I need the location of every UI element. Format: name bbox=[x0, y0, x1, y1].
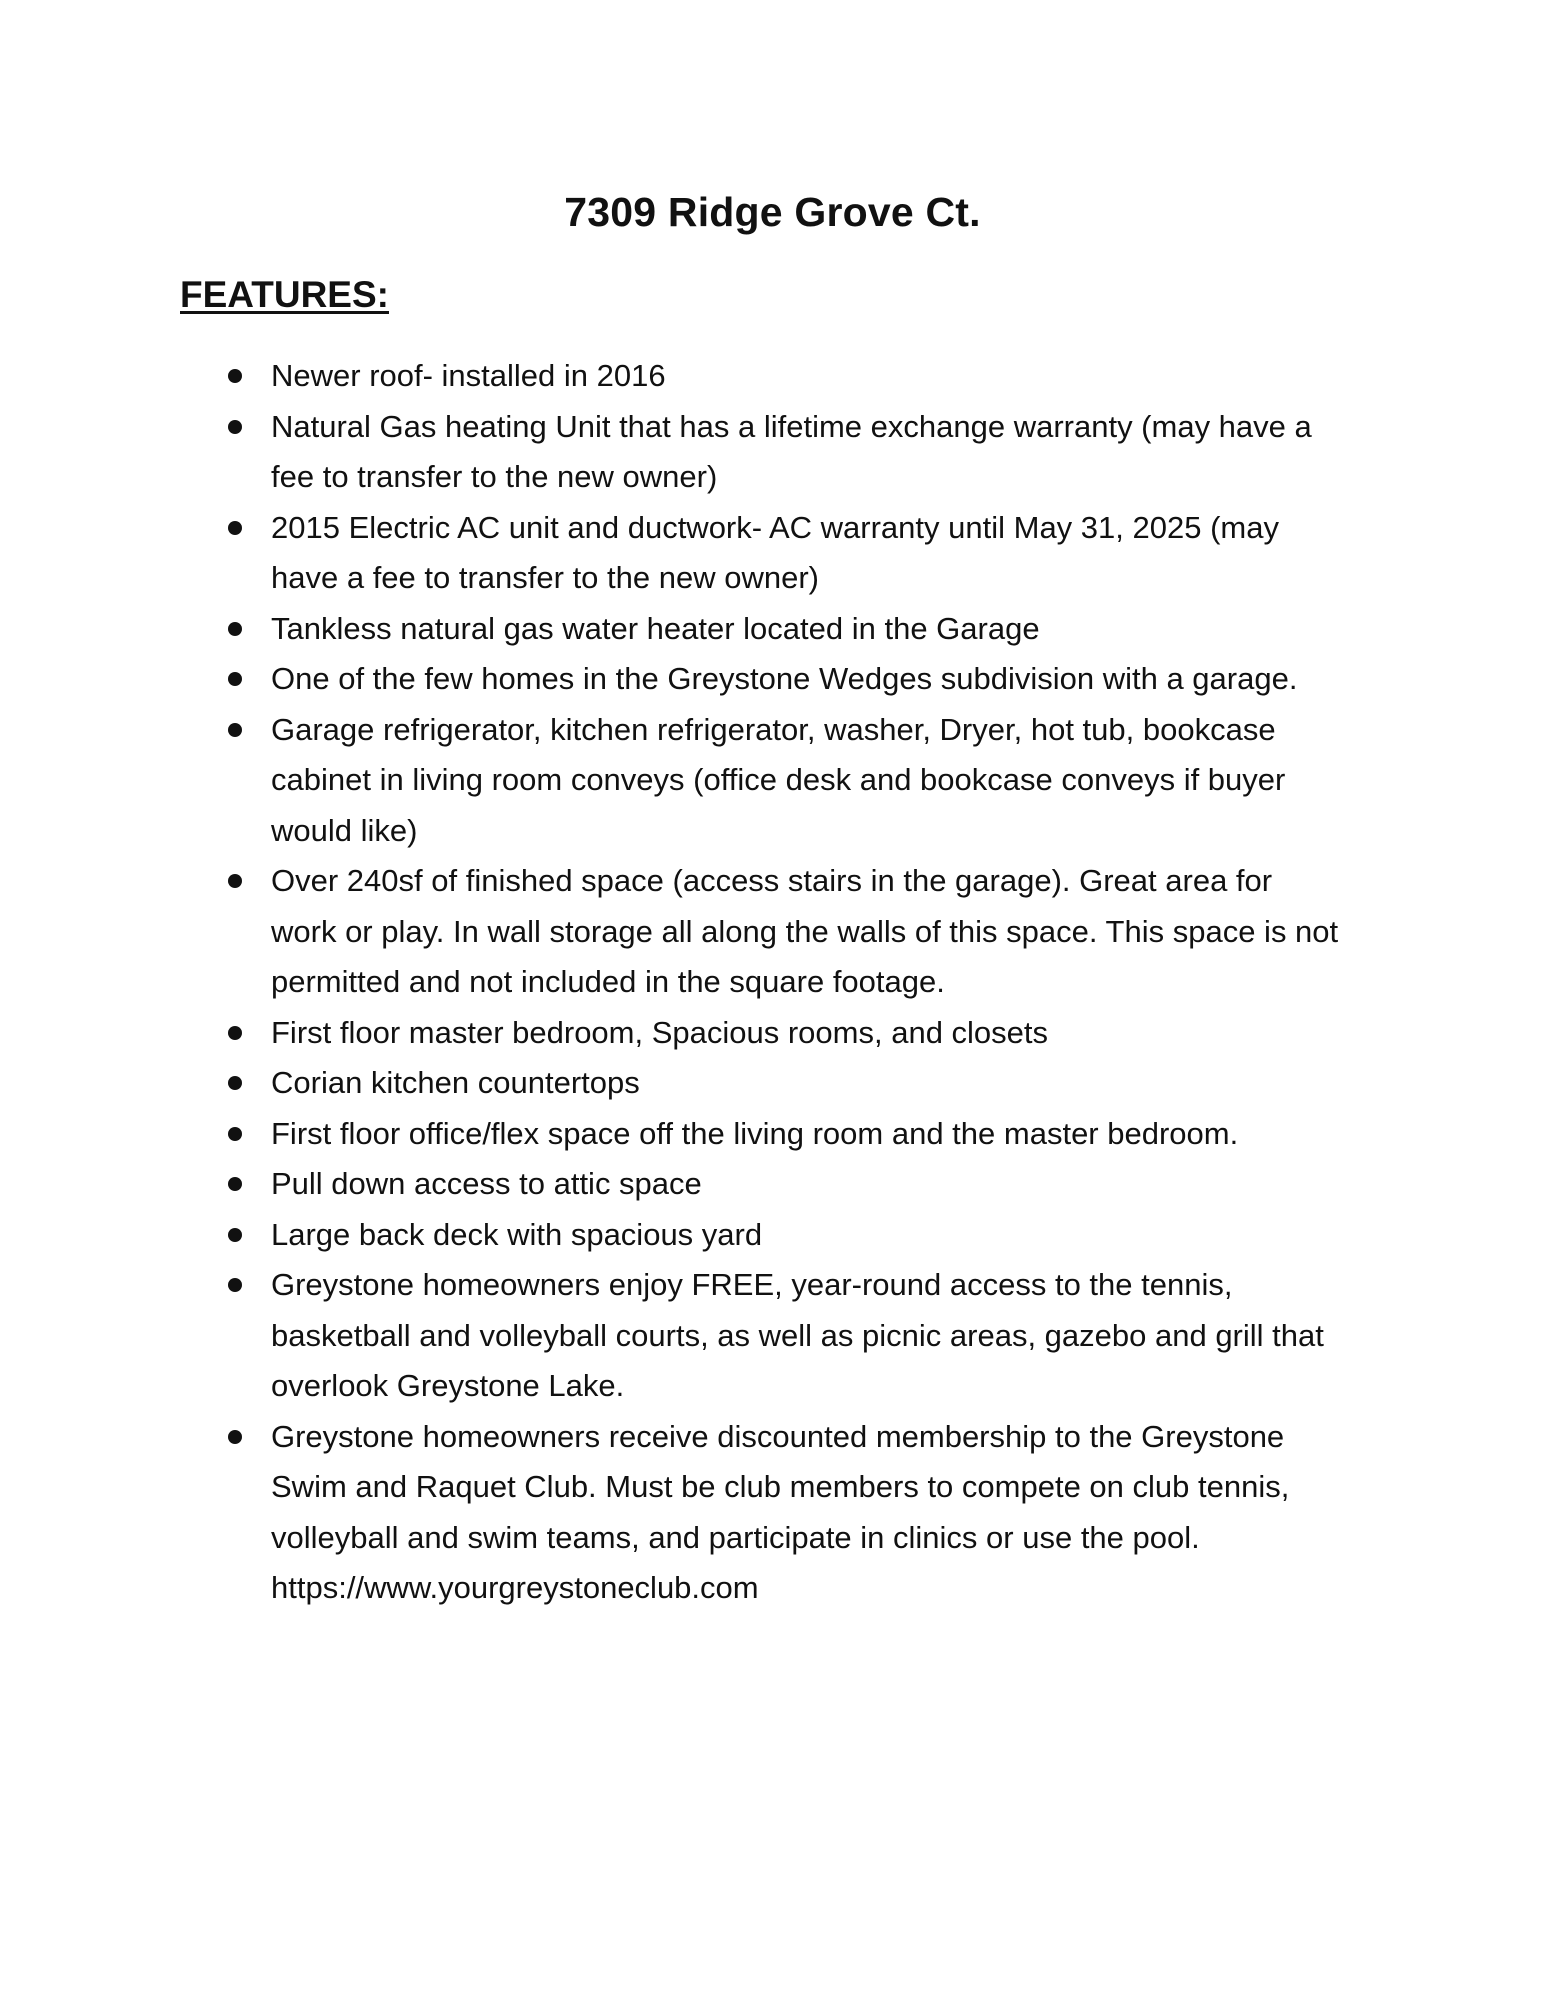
list-item bbox=[0, 1058, 1545, 1109]
page-title: 7309 Ridge Grove Ct. bbox=[564, 189, 981, 235]
feature-text: Newer roof- installed in 2016 bbox=[271, 358, 666, 393]
bullet-icon bbox=[228, 672, 242, 686]
list-item bbox=[0, 1412, 1545, 1614]
feature-text: Greystone homeowners receive discounted membership to the Greystone Swim and Raquet Club. Must be club members to compete on club tennis, volleyball and swim teams, and participate in clinics or use the pool. https://www.yourgreystoneclub.com bbox=[271, 1418, 1290, 1605]
bullet-icon bbox=[228, 874, 242, 888]
feature-text: Over 240sf of finished space (access stairs in the garage). Great area for work or play. In wall storage all along the walls of this space. This space is not permitted and not included in the square footage. bbox=[271, 863, 1339, 999]
bullet-icon bbox=[228, 723, 242, 737]
feature-text: Greystone homeowners enjoy FREE, year-round access to the tennis, basketball and volleyball courts, as well as picnic areas, gazebo and grill that overlook Greystone Lake. bbox=[271, 1267, 1324, 1403]
bullet-icon bbox=[228, 1228, 242, 1242]
features-heading: FEATURES: bbox=[180, 274, 389, 315]
feature-text: One of the few homes in the Greystone Wedges subdivision with a garage. bbox=[271, 661, 1298, 696]
list-item bbox=[0, 1008, 1545, 1059]
list-item bbox=[0, 604, 1545, 655]
list-item bbox=[0, 503, 1545, 604]
list-item bbox=[0, 1210, 1545, 1261]
feature-text: Pull down access to attic space bbox=[271, 1166, 702, 1201]
feature-text: Tankless natural gas water heater located in the Garage bbox=[271, 610, 1040, 646]
bullet-icon bbox=[228, 420, 242, 434]
list-item bbox=[0, 705, 1545, 857]
bullet-icon bbox=[228, 1278, 242, 1292]
bullet-icon bbox=[228, 521, 242, 535]
feature-text: First floor office/flex space off the living room and the master bedroom. bbox=[271, 1115, 1239, 1151]
list-item bbox=[0, 351, 1545, 402]
feature-text: 2015 Electric AC unit and ductwork- AC warranty until May 31, 2025 (may have a fee to transfer to the new owner) bbox=[271, 509, 1279, 595]
list-item bbox=[0, 1159, 1545, 1210]
bullet-icon bbox=[228, 369, 242, 383]
feature-text: Large back deck with spacious yard bbox=[271, 1216, 763, 1252]
feature-text: Garage refrigerator, kitchen refrigerator, washer, Dryer, hot tub, bookcase cabinet in living room conveys (office desk and bookcase conveys if buyer would like) bbox=[271, 711, 1286, 848]
bullet-icon bbox=[228, 1177, 242, 1191]
feature-text: First floor master bedroom, Spacious rooms, and closets bbox=[271, 1014, 1049, 1050]
features-list bbox=[0, 351, 1545, 1614]
bullet-icon bbox=[228, 1127, 242, 1141]
list-item bbox=[0, 1260, 1545, 1412]
list-item bbox=[0, 1109, 1545, 1160]
list-item bbox=[0, 654, 1545, 705]
bullet-icon bbox=[228, 622, 242, 636]
feature-text: Corian kitchen countertops bbox=[271, 1065, 640, 1100]
bullet-icon bbox=[228, 1076, 242, 1090]
list-item bbox=[0, 856, 1545, 1008]
bullet-icon bbox=[228, 1430, 242, 1444]
feature-text: Natural Gas heating Unit that has a lifetime exchange warranty (may have a fee to transfer to the new owner) bbox=[271, 408, 1312, 494]
list-item bbox=[0, 402, 1545, 503]
bullet-icon bbox=[228, 1026, 242, 1040]
